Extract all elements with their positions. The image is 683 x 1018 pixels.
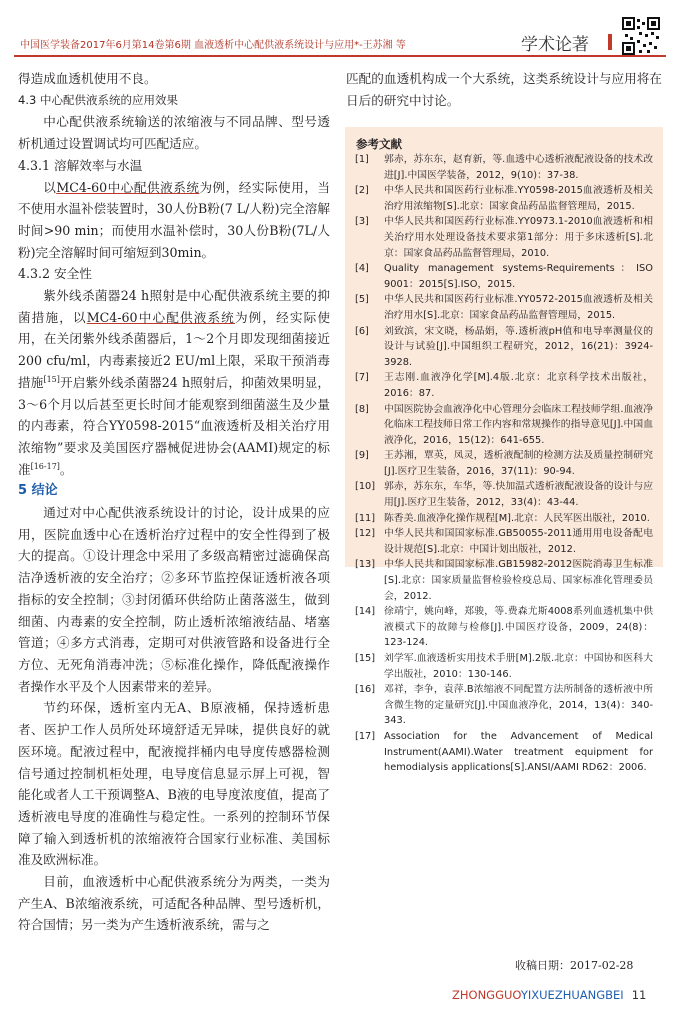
qr-code-icon (621, 16, 661, 56)
section-heading-5: 5 结论 (18, 483, 58, 499)
paragraph: 节约环保，透析室内无A、B原液桶，保持透析患者、医护工作人员所处环境舒适无异味，提供良好的就医环境。配液过程中，配液搅拌桶内电导度传感器检测信号通过控制机柜处理，电导度信息显示屏上可视，智能化或者人工干预调整A、B液的电导度浓度值，提高了透析液电导度的准确性与稳定性。一系列的控制环节保障了输入到透析机的浓缩液符合国家行业标准、美国标准及欧洲标准。 (18, 700, 330, 868)
reference-number: [11] (355, 512, 376, 524)
reference-item (355, 152, 653, 183)
paragraph: 中心配供液系统输送的浓缩液与不同品牌、型号透析机通过设置调试均可匹配适应。 (18, 114, 330, 152)
section-heading-4-3: 4.3 中心配供液系统的应用效果 (18, 92, 178, 107)
text-run: 为例，经实际使用，在关闭紫外线杀菌器后，1～2个月即发现细菌接近200 cfu/ml，内毒素接近2 EU/ml上限，采取干预消毒措施 (18, 309, 331, 390)
page-footer (452, 988, 646, 1002)
reference-item (355, 557, 653, 604)
reference-text: 中华人民共和国医药行业标准.YY0973.1-2010血液透析和相关治疗用水处理设备技术要求第1部分：用于多床透析[S].北京：国家食品药品监督管理局，2010. (384, 216, 653, 259)
reference-text: 王苏湘，覃英，凤灵，透析液配制的检测方法及质量控制研究[J].医疗卫生装备，2016，37(11)：90-94. (384, 450, 653, 477)
system-name-link[interactable]: MC4-60中心配供液系统 (86, 309, 235, 325)
references-title: 参考文献 (356, 137, 402, 151)
reference-text: 中华人民共和国医药行业标准.YY0598-2015血液透析及相关治疗用浓缩物[S].北京：国家食品药品监督管理局，2015. (384, 185, 653, 212)
section-heading-4-3-1: 4.3.1 溶解效率与水温 (18, 157, 143, 173)
paragraph (18, 285, 330, 480)
paragraph: 目前，血液透析中心配供液系统分为两类，一类为产生A、B浓缩液系统，可适配各种品牌、型号透析机，符合国情；另一类为产生透析液系统，需与之 (18, 874, 330, 933)
reference-number: [4] (355, 263, 369, 275)
reference-number: [12] (355, 528, 376, 540)
reference-text: 陈香美.血液净化操作规程[M].北京：人民军医出版社，2010. (384, 512, 650, 524)
reference-text: 刘致滨，宋文晓，杨晶娟，等.透析液pH值和电导率测量仪的设计与试验[J].中国组织工程研究，2012，16(21)：3924-3928. (384, 325, 653, 368)
reference-item (355, 651, 653, 682)
reference-text: 徐靖宁，姚向峰，郑骏，等.费森尤斯4008系列血透机集中供液模式下的故障与检修[J].中国医疗设备，2009，24(8)：123-124. (384, 606, 653, 649)
reference-item (355, 324, 653, 371)
left-column (18, 68, 330, 936)
reference-item (355, 214, 653, 261)
text-run: 紫外线杀菌器24 h照射是中心配供液系统主要的抑菌措施，以 (18, 288, 330, 325)
right-column (346, 68, 662, 111)
text-run: 开启紫外线杀菌器24 h照射后，抑菌效果明显，3～6个月以后甚至更长时间才能观察到细菌滋生及少量的内毒素，符合YY0598-2015“血液透析及相关治疗用浓缩物”要求及美国医疗器械促进协会(AAMI)规定的标准 (18, 374, 331, 477)
reference-text: 中华人民共和国医药行业标准.YY0572-2015血液透析及相关治疗用水[S].北京：国家食品药品监督管理局，2015. (384, 294, 653, 321)
reference-text: 郭赤，苏东东，赵育新，等.血透中心透析液配液设备的技术改进[J].中国医学装备，2012，9(10)：37-38. (384, 154, 653, 181)
reference-item (355, 604, 653, 651)
paragraph (18, 177, 330, 264)
reference-number: [3] (355, 216, 369, 228)
paragraph: 匹配的血透机构成一个大系统，这类系统设计与应用将在日后的研究中讨论。 (346, 71, 662, 108)
system-name-link[interactable]: MC4-60中心配供液系统 (56, 179, 200, 195)
reference-item (355, 261, 653, 292)
reference-number: [5] (355, 294, 369, 306)
reference-text: Association for the Advancement of Medical Instrument(AAMI).Water treatment equipment for hemodialysis applications[S].ANSI/AAMI RD62：2006. (384, 730, 653, 774)
footer-journal-a: ZHONGGUO (452, 988, 521, 1002)
section-brand: 学术论著 (521, 35, 589, 55)
reference-item (355, 682, 653, 729)
reference-text: 刘学军.血液透析实用技术手册[M].2版.北京：中国协和医科大学出版社，2010：130-146. (384, 653, 653, 680)
reference-number: [17] (355, 730, 376, 742)
citation[interactable]: [15] (43, 374, 60, 384)
reference-item (355, 526, 653, 557)
reference-item (355, 292, 653, 323)
text-run: 。 (59, 461, 73, 477)
reference-number: [7] (355, 372, 369, 384)
received-date: 收稿日期：2017-02-28 (515, 959, 634, 972)
reference-text: 王志刚.血液净化学[M].4版.北京：北京科学技术出版社，2016：87. (384, 372, 653, 399)
reference-number: [6] (355, 325, 369, 337)
footer-journal-b: YIXUEZHUANGBEI (520, 988, 624, 1002)
reference-number: [10] (355, 481, 376, 493)
references-list (355, 152, 653, 776)
reference-text: 中华人民共和国国家标准.GB15982-2012医院消毒卫生标准[S].北京：国家质量监督检验检疫总局、国家标准化管理委员会，2012. (384, 559, 653, 602)
reference-number: [1] (355, 154, 369, 165)
reference-item (355, 511, 653, 527)
reference-number: [2] (355, 185, 369, 197)
reference-item (355, 402, 653, 449)
reference-text: 中华人民共和国国家标准.GB50055-2011通用用电设备配电设计规范[S].北京：中国计划出版社，2012. (384, 528, 653, 555)
reference-number: [9] (355, 450, 369, 462)
running-title: 中国医学装备2017年6月第14卷第6期 血液透析中心配供液系统设计与应用*-王苏湘 等 (20, 40, 406, 51)
paragraph: 得造成血透机使用不良。 (18, 71, 157, 86)
reference-item (355, 448, 653, 479)
reference-text: 邓祥，李争，袁萍.B浓缩液不同配置方法所制备的透析液中所含微生物的定量研究[J].中国血液净化，2014，13(4)：340-343. (384, 684, 653, 727)
reference-item (355, 183, 653, 214)
reference-item (355, 370, 653, 401)
paragraph: 通过对中心配供液系统设计的讨论，设计成果的应用，医院血透中心在透析治疗过程中的安全性得到了极大的提高。①设计理念中采用了多级高精密过滤确保高洁净透析液的安全治疗；②多环节监控保证透析液各项指标的安全控制；③封闭循环供给防止菌落滋生，做到细菌、内毒素的安全控制，防止透析浓缩液结晶、堵塞管道；④多方式消毒，定期可对供液管路和设备进行全方位、无死角消毒冲洗；⑤标准化操作，降低配液操作者操作水平及个人因素带来的差异。 (18, 505, 330, 694)
reference-number: [15] (355, 653, 376, 664)
reference-item (355, 729, 653, 776)
reference-text: Quality management systems-Requirements：ISO 9001：2015[S].ISO，2015. (384, 263, 653, 290)
header-rule (14, 55, 666, 57)
section-heading-4-3-2: 4.3.2 安全性 (18, 266, 92, 282)
reference-text: 郭赤，苏东东，车华，等.快加温式透析液配液设备的设计与应用[J].医疗卫生装备，2012，33(4)：43-44. (384, 481, 653, 509)
page-header (14, 28, 669, 55)
brand-bar (608, 34, 612, 50)
reference-number: [16] (355, 684, 376, 696)
reference-item (355, 479, 653, 510)
reference-number: [14] (355, 606, 376, 618)
citation[interactable]: [16-17] (30, 461, 60, 471)
page-number: 11 (631, 988, 647, 1002)
reference-text: 中国医院协会血液净化中心管理分会临床工程技师学组.血液净化临床工程技师日常工作内容和常规操作的指导意见[J].中国血液净化，2016，15(12)：641-655. (384, 403, 653, 446)
text-run: 以 (43, 179, 57, 195)
text-run: 为例，经实际使用，当不使用水温补偿装置时，30人份B粉(7 L/人粉)完全溶解时间>90 min；而使用水温补偿时，30人份B粉(7L/人粉)完全溶解时间可缩短到30min。 (18, 179, 331, 260)
reference-number: [8] (355, 403, 369, 415)
reference-number: [13] (355, 559, 376, 571)
